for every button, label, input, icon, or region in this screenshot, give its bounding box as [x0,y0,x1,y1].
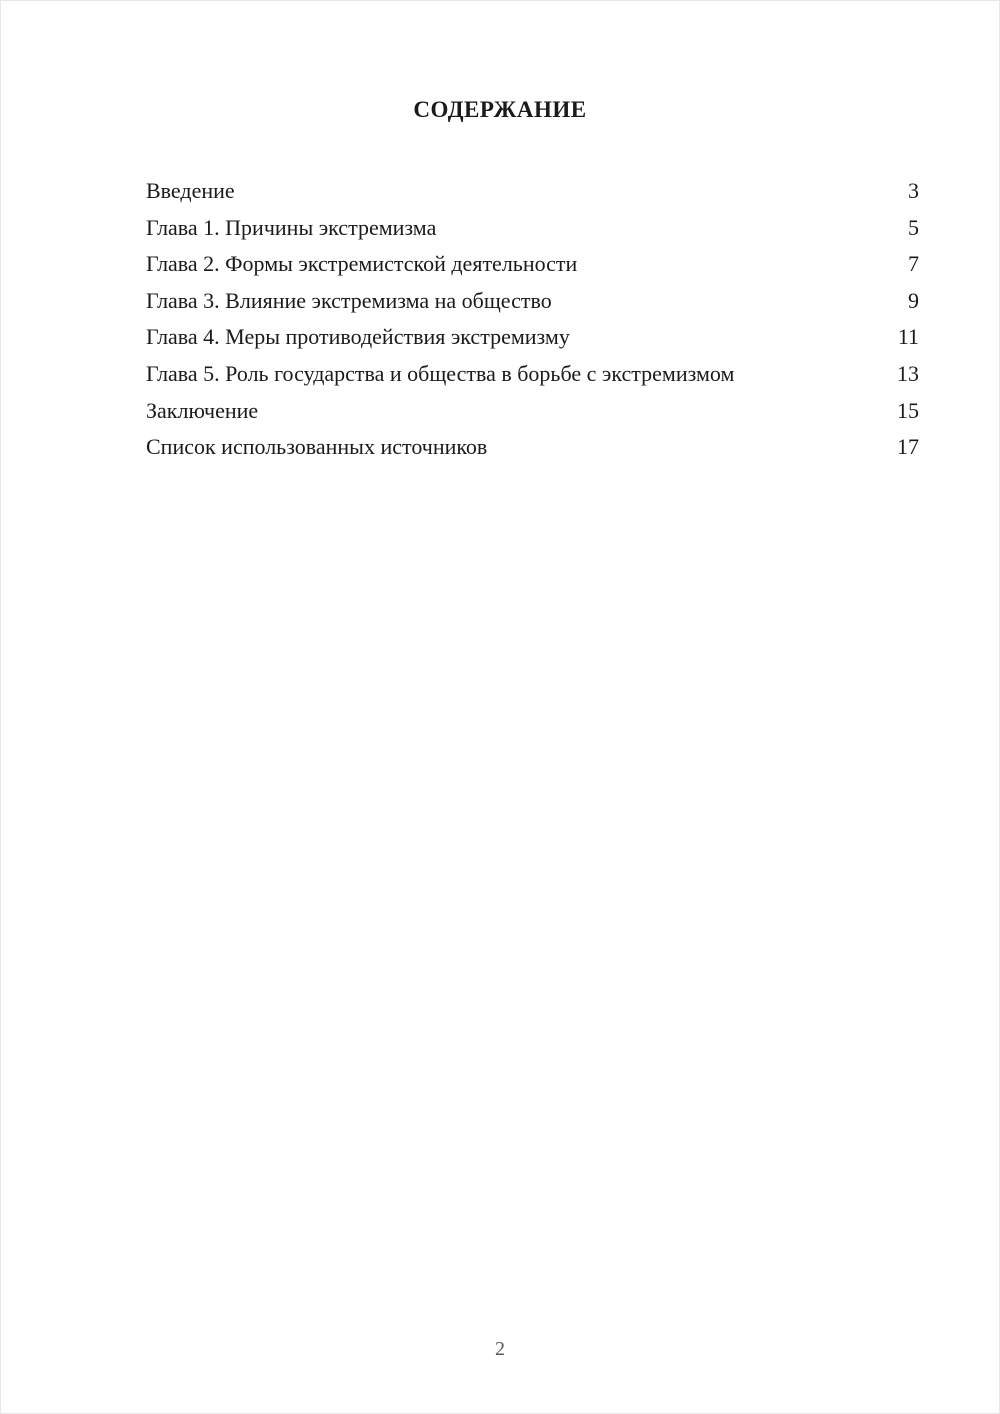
toc-entry-label: Глава 4. Меры противодействия экстремизму [146,324,570,350]
toc-entry-page: 5 [908,214,919,240]
toc-entry-chapter-1 [146,210,919,247]
toc-entry-label: Глава 2. Формы экстремистской деятельности [146,251,578,277]
page-title: СОДЕРЖАНИЕ [413,97,587,122]
toc-entry-chapter-2 [146,246,919,283]
toc-entry-label: Заключение [146,397,259,423]
footer-page-number: 2 [495,1338,505,1360]
toc-entry-page: 3 [908,178,919,203]
toc-entry-label: Глава 1. Причины экстремизма [146,214,437,240]
toc-entry-chapter-4 [146,319,919,356]
toc-entry-page: 13 [897,360,919,386]
toc-entry-page: 15 [897,397,919,423]
toc-entry-conclusion [146,393,919,430]
toc-entry-label: Глава 5. Роль государства и общества в борьбе с экстремизмом [146,360,735,386]
table-of-contents [146,173,919,466]
toc-entry-page: 17 [897,434,919,460]
toc-entry-chapter-5 [146,356,919,393]
toc-entry-page: 11 [897,324,919,350]
toc-entry-references [146,429,919,466]
toc-entry-label: Введение [146,178,235,203]
toc-entry-label: Список использованных источников [146,434,488,460]
toc-entry-page: 9 [908,287,919,313]
toc-entry-chapter-3 [146,283,919,320]
toc-entry-label: Глава 3. Влияние экстремизма на общество [146,287,552,313]
toc-entry-introduction [146,173,919,210]
toc-entry-page: 7 [908,251,919,277]
